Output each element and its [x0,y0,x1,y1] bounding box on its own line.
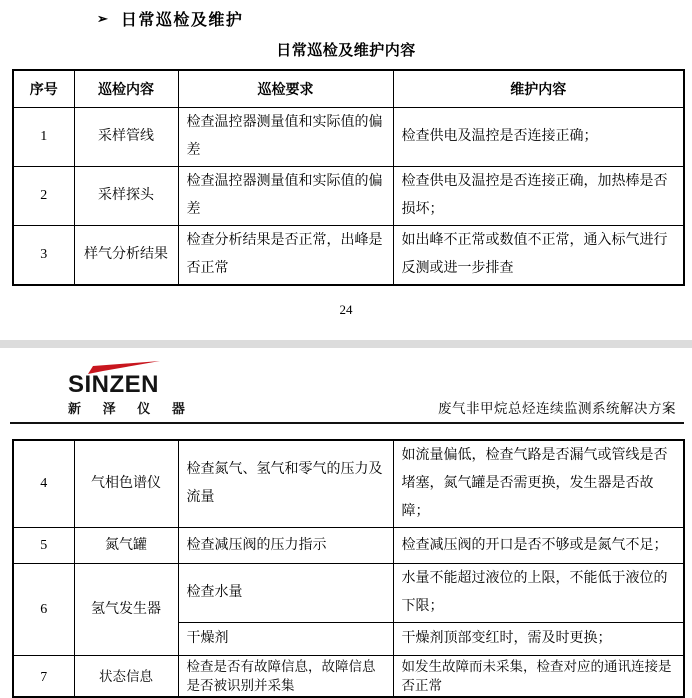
cell-maintenance: 检查供电及温控是否连接正确，加热棒是否损坏； [393,167,684,226]
header-maintenance: 维护内容 [393,70,684,108]
logo-brand-text: SINZEN [68,371,160,398]
cell-item: 采样探头 [74,167,178,226]
cell-no: 4 [13,440,74,528]
cell-maintenance: 检查供电及温控是否连接正确； [393,108,684,167]
cell-requirement: 检查氮气、氢气和零气的压力及流量 [178,440,393,528]
cell-item: 氮气罐 [74,528,178,564]
arrow-bullet-icon: ➢ [97,10,108,26]
section-heading: 日常巡检及维护 [120,12,244,29]
header-item: 巡检内容 [74,70,178,108]
page2-header [10,348,684,424]
section-heading-row [0,0,692,30]
document-header-title: 废气非甲烷总烃连续监测系统解决方案 [438,401,676,416]
cell-maintenance: 干燥剂顶部变红时，需及时更换； [393,623,684,656]
cell-no: 7 [13,656,74,698]
table-row [13,167,684,226]
cell-maintenance: 检查减压阀的开口是否不够或是氮气不足； [393,528,684,564]
cell-maintenance: 水量不能超过液位的上限，不能低于液位的下限； [393,564,684,623]
table-row [13,108,684,167]
table-header-row [13,70,684,108]
table-row [13,656,684,698]
inspection-table-page1 [12,69,685,286]
cell-requirement: 检查是否有故障信息，故障信息是否被识别并采集 [178,656,393,698]
cell-item: 状态信息 [74,656,178,698]
logo-brand-chinese: 新 泽 仪 器 [68,401,194,416]
page-24 [0,0,692,340]
cell-maintenance: 如出峰不正常或数值不正常，通入标气进行反测或进一步排查 [393,226,684,286]
cell-no: 2 [13,167,74,226]
header-no: 序号 [13,70,74,108]
cell-maintenance: 如发生故障而未采集，检查对应的通讯连接是否正常 [393,656,684,698]
cell-requirement: 干燥剂 [178,623,393,656]
sinzen-logo [68,361,194,417]
page-separator [0,340,692,348]
cell-item: 样气分析结果 [74,226,178,286]
cell-item: 采样管线 [74,108,178,167]
cell-no: 6 [13,564,74,656]
table-row [13,440,684,528]
cell-item: 氢气发生器 [74,564,178,656]
cell-requirement: 检查温控器测量值和实际值的偏差 [178,167,393,226]
table-title: 日常巡检及维护内容 [276,42,416,59]
cell-no: 1 [13,108,74,167]
cell-requirement: 检查水量 [178,564,393,623]
cell-requirement: 检查温控器测量值和实际值的偏差 [178,108,393,167]
cell-no: 5 [13,528,74,564]
page-25 [0,348,692,698]
table-row [13,528,684,564]
cell-item: 气相色谱仪 [74,440,178,528]
cell-no: 3 [13,226,74,286]
cell-maintenance: 如流量偏低，检查气路是否漏气或管线是否堵塞，氮气罐是否需更换，发生器是否故障； [393,440,684,528]
inspection-table-page2 [12,439,685,698]
table-row [13,564,684,623]
cell-requirement: 检查分析结果是否正常，出峰是否正常 [178,226,393,286]
page-number: 24 [339,302,353,317]
cell-requirement: 检查减压阀的压力指示 [178,528,393,564]
header-requirement: 巡检要求 [178,70,393,108]
table-row [13,226,684,286]
